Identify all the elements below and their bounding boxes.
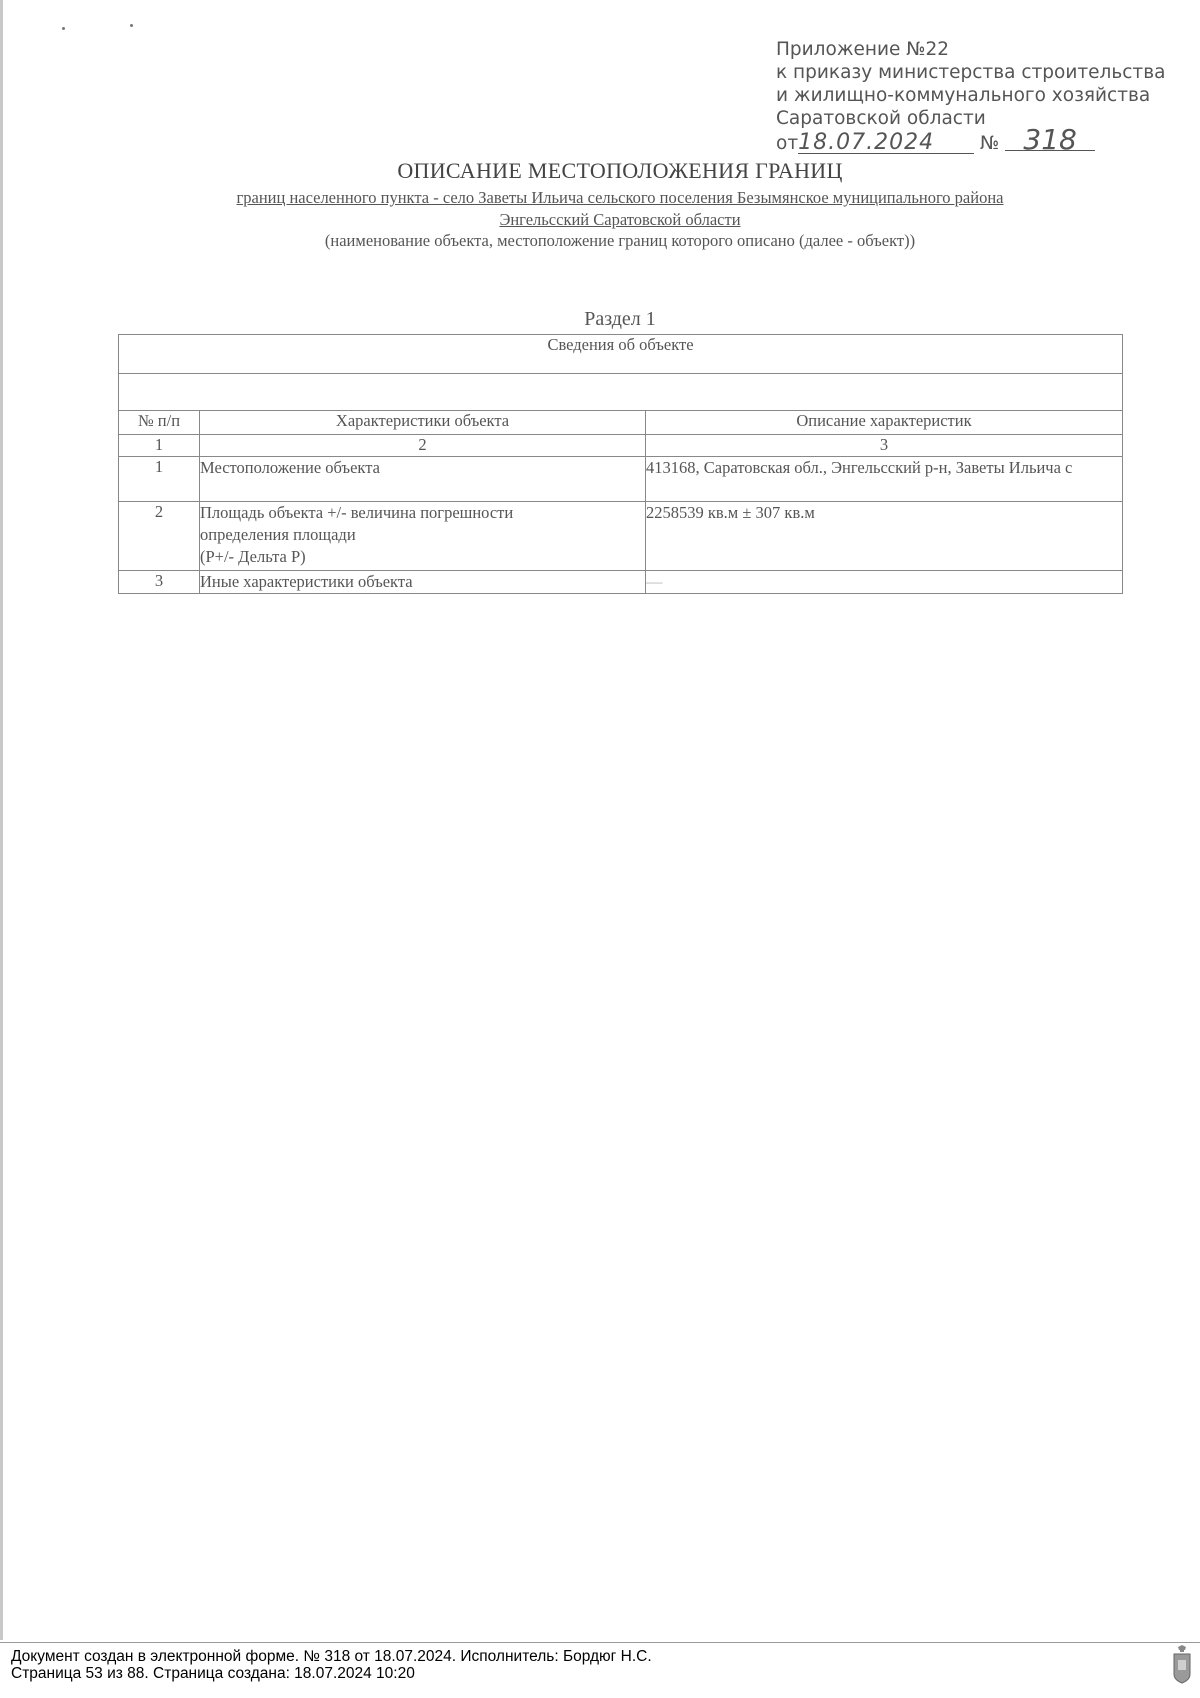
row-description: 413168, Саратовская обл., Энгельсский р-н, Заветы Ильича с (646, 457, 1123, 502)
handwritten-number: 318 (1005, 130, 1095, 151)
row-number: 2 (119, 502, 200, 571)
row-number: 3 (119, 571, 200, 594)
table-header: Сведения об объекте (119, 335, 1123, 374)
handwritten-date: 18.07.2024 (798, 133, 974, 154)
object-name-line-2: Энгельсский Саратовской области (499, 210, 741, 229)
appendix-line-2: к приказу министерства строительства (776, 62, 1166, 83)
object-name-line-1: границ населенного пункта - село Заветы Ильича сельского поселения Безымянское муниципального района (236, 188, 1004, 207)
column-header-characteristic: Характеристики объекта (200, 411, 646, 435)
object-caption: (наименование объекта, местоположение границ которого описано (далее - объект)) (324, 231, 916, 250)
column-header-num: № п/п (119, 411, 200, 435)
appendix-line-1: Приложение №22 (776, 39, 950, 60)
scan-speck (62, 27, 65, 30)
row-characteristic: Иные характеристики объекта (200, 571, 646, 594)
number-label: № (980, 133, 1000, 154)
table-column-numbers (119, 435, 1123, 457)
row-characteristic-line: определения площади (200, 525, 356, 544)
table-row (119, 571, 1123, 594)
section-title: Раздел 1 (584, 308, 656, 330)
table-header-row (119, 335, 1123, 374)
table-row (119, 457, 1123, 502)
row-characteristic-line: (P+/- Дельта P) (200, 547, 306, 566)
row-description: 2258539 кв.м ± 307 кв.м (646, 502, 1123, 571)
row-number: 1 (119, 457, 200, 502)
column-number: 2 (200, 435, 646, 457)
footer-line-2: Страница 53 из 88. Страница создана: 18.07.2024 10:20 (11, 1665, 415, 1682)
column-header-description: Описание характеристик (646, 411, 1123, 435)
from-label: от (776, 133, 799, 154)
footer-line-1: Документ создан в электронной форме. № 318 от 18.07.2024. Исполнитель: Бордюг Н.С. (11, 1648, 652, 1665)
appendix-date-line (776, 123, 1166, 156)
column-number: 1 (119, 435, 200, 457)
footer (11, 1648, 1111, 1682)
appendix-line-3: и жилищно-коммунального хозяйства (776, 85, 1151, 106)
appendix-line-4: Саратовской области (776, 108, 986, 129)
table-column-headers (119, 411, 1123, 435)
object-info-table (118, 334, 1123, 594)
row-characteristic-line: Площадь объекта +/- величина погрешности (200, 503, 514, 522)
document-title: ОПИСАНИЕ МЕСТОПОЛОЖЕНИЯ ГРАНИЦ (397, 158, 843, 183)
row-characteristic (200, 502, 646, 571)
appendix-block (776, 38, 1166, 155)
table-row (119, 502, 1123, 571)
row-characteristic: Местоположение объекта (200, 457, 646, 502)
table-blank-row (119, 374, 1123, 411)
scan-edge (0, 0, 3, 1640)
coat-of-arms-icon (1172, 1644, 1192, 1684)
row-description: — (646, 571, 1123, 594)
object-name (130, 187, 1110, 231)
column-number: 3 (646, 435, 1123, 457)
footer-divider (0, 1642, 1200, 1643)
scan-speck (130, 24, 133, 27)
